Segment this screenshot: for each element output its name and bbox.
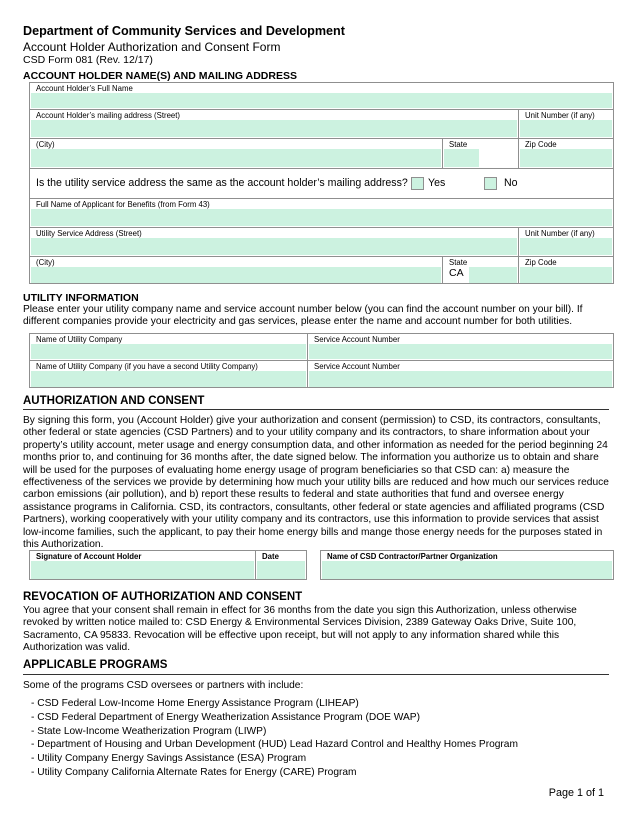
section-title-revocation: REVOCATION OF AUTHORIZATION AND CONSENT: [23, 591, 303, 603]
service-city-field[interactable]: [30, 257, 443, 283]
form-id: CSD Form 081 (Rev. 12/17): [23, 54, 153, 66]
applicant-name-field[interactable]: [30, 199, 613, 228]
section-title-utility: UTILITY INFORMATION: [23, 292, 139, 304]
utility-box: [29, 333, 614, 388]
street-field[interactable]: [30, 110, 519, 139]
program-item: - Department of Housing and Urban Development (HUD) Lead Hazard Control and Healthy Homes Program: [31, 739, 518, 751]
section-title-programs: APPLICABLE PROGRAMS: [23, 659, 168, 671]
account-number-2-label: Service Account Number: [314, 362, 400, 371]
date-field[interactable]: [256, 551, 306, 579]
signature-field[interactable]: [30, 551, 256, 579]
street-label: Account Holder’s mailing address (Street): [36, 111, 181, 120]
utility-instructions: Please enter your utility company name and service account number below (you can find the account number on your bill). If different companies provide your electricity and gas services, please enter the name and account number for both utilities.: [23, 304, 583, 328]
service-zip-label: Zip Code: [525, 258, 557, 267]
applicant-name-label: Full Name of Applicant for Benefits (from Form 43): [36, 200, 210, 209]
no-label: No: [504, 177, 518, 189]
programs-intro: Some of the programs CSD oversees or partners with include:: [23, 680, 304, 691]
zip-field[interactable]: [519, 139, 613, 169]
account-number-2-field[interactable]: [308, 361, 613, 387]
service-state-value: CA: [449, 267, 464, 279]
utility-company-1-label: Name of Utility Company: [36, 335, 123, 344]
service-unit-label: Unit Number (if any): [525, 229, 595, 238]
yes-label: Yes: [428, 177, 446, 189]
department-title: Department of Community Services and Development: [23, 24, 345, 38]
form-title: Account Holder Authorization and Consent Form: [23, 40, 281, 54]
service-street-field[interactable]: [30, 228, 519, 257]
contractor-label: Name of CSD Contractor/Partner Organization: [327, 552, 498, 561]
signature-label: Signature of Account Holder: [36, 552, 142, 561]
utility-company-1-field[interactable]: [30, 334, 308, 361]
account-holder-box: [29, 82, 614, 284]
zip-label: Zip Code: [525, 140, 557, 149]
no-checkbox[interactable]: [484, 177, 497, 190]
state-field[interactable]: [443, 139, 519, 169]
service-street-label: Utility Service Address (Street): [36, 229, 142, 238]
date-label: Date: [262, 552, 279, 561]
same-address-question: Is the utility service address the same as the account holder’s mailing address?: [36, 177, 408, 189]
unit-label: Unit Number (if any): [525, 111, 595, 120]
program-item: - Utility Company California Alternate Rates for Energy (CARE) Program: [31, 766, 357, 778]
service-unit-field[interactable]: [519, 228, 613, 257]
yes-checkbox[interactable]: [411, 177, 424, 190]
utility-company-2-field[interactable]: [30, 361, 308, 387]
full-name-field[interactable]: [30, 83, 613, 110]
unit-field[interactable]: [519, 110, 613, 139]
programs-divider: [23, 674, 609, 675]
full-name-label: Account Holder’s Full Name: [36, 84, 133, 93]
authorization-divider: [23, 409, 609, 410]
contractor-field[interactable]: [321, 551, 613, 579]
authorization-body: By signing this form, you (Account Holder) give your authorization and consent (permission) to CSD, its contractors, consultants, other federal or state agencies (CSD Partners) and to your utility company and its contractors, to share information about your property’s utility account, meter usage and energy consumption data, and other information as needed for the period beginning 24 months prior to, and continuing for 36 months after, the date signed below. The information you authorize us to obtain and share will be used for the purposes of evaluating home energy usage of program beneficiaries so that CSD can: a) measure the effectiveness of the services we provide by determining how much your utility bills are reduced and how much our services reduce carbon emissions (air pollution), and b) report these results to federal and state authorities that fund and oversee energy assistance programs in California. CSD, its contractors, consultants, other federal or state agencies and affiliated programs (CSD Partners), working cooperatively with your utility company and its contractors, use this information to provide services that assist low-income families, such the applicant, to pay their home energy bills and mange those energy needs for the purposes stated in this Authorization.: [23, 415, 609, 551]
account-number-1-field[interactable]: [308, 334, 613, 361]
contractor-box: [320, 550, 614, 580]
service-state-field[interactable]: [443, 257, 519, 283]
signature-box: [29, 550, 307, 580]
service-zip-field[interactable]: [519, 257, 613, 283]
state-label: State: [449, 140, 468, 149]
program-item: - State Low-Income Weatherization Program (LIWP): [31, 725, 267, 737]
city-field[interactable]: [30, 139, 443, 169]
section-title-account: ACCOUNT HOLDER NAME(S) AND MAILING ADDRESS: [23, 70, 297, 82]
revocation-body: You agree that your consent shall remain in effect for 36 months from the date you sign this Authorization, unless otherwise revoked by written notice mailed to: CSD Energy & Environmental Services Division, 2389 Gateway Oaks Drive, Suite 100, Sacramento, CA 95833. Revocation will be effective upon receipt, but will not apply to any information shared while this Authorization was valid.: [23, 605, 577, 654]
same-address-row: [30, 169, 613, 199]
city-label: (City): [36, 140, 55, 149]
program-item: - CSD Federal Low-Income Home Energy Assistance Program (LIHEAP): [31, 698, 359, 709]
section-title-authorization: AUTHORIZATION AND CONSENT: [23, 395, 205, 407]
service-state-label: State: [449, 258, 468, 267]
program-item: - Utility Company Energy Savings Assistance (ESA) Program: [31, 753, 307, 765]
program-item: - CSD Federal Department of Energy Weatherization Assistance Program (DOE WAP): [31, 711, 420, 723]
page-number: Page 1 of 1: [548, 787, 604, 799]
account-number-1-label: Service Account Number: [314, 335, 400, 344]
utility-company-2-label: Name of Utility Company (if you have a second Utility Company): [36, 362, 258, 371]
service-city-label: (City): [36, 258, 55, 267]
programs-list: [31, 697, 518, 780]
